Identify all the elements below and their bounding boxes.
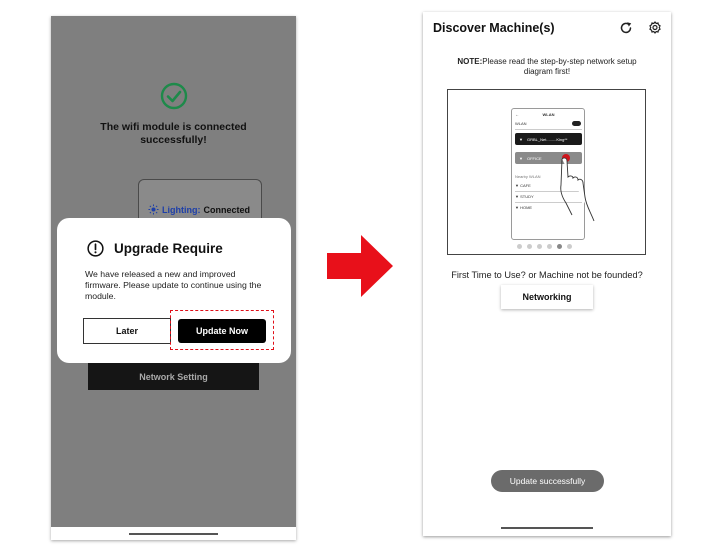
- diagram-wifi-icon: ▼: [519, 156, 523, 161]
- diagram-wlan-label: WLAN: [515, 121, 527, 126]
- carousel-dot[interactable]: [537, 244, 542, 249]
- setup-note: [453, 57, 641, 77]
- update-success-toast: Update successfully: [491, 470, 604, 492]
- arrow-right-icon: [327, 235, 393, 297]
- diagram-back-icon: ←: [515, 112, 519, 117]
- carousel-dot[interactable]: [527, 244, 532, 249]
- later-button[interactable]: Later: [83, 318, 171, 344]
- dialog-title: [87, 240, 223, 257]
- carousel-dot[interactable]: [567, 244, 572, 249]
- dialog-title-text: Upgrade Require: [114, 241, 223, 256]
- diagram-nearby-label: Nearby WLAN: [515, 174, 541, 179]
- right-phone-screen: [423, 12, 671, 536]
- left-phone-screen: [51, 16, 296, 540]
- update-now-button[interactable]: Update Now: [178, 319, 266, 343]
- alert-circle-icon: [87, 240, 104, 257]
- carousel-dot[interactable]: [517, 244, 522, 249]
- carousel-dot-active[interactable]: [557, 244, 562, 249]
- diagram-network-name: OFFICE: [527, 156, 542, 161]
- diagram-wifi-icon: ▼: [515, 183, 519, 188]
- upgrade-dialog: [57, 218, 291, 363]
- diagram-wifi-icon: ▼: [519, 137, 523, 142]
- status-lighting-row: [148, 204, 250, 215]
- diagram-wifi-icon: ▼: [515, 194, 519, 199]
- home-indicator[interactable]: [501, 527, 593, 529]
- check-circle-icon: [160, 82, 188, 110]
- diagram-network-connected: [515, 133, 582, 145]
- first-time-prompt: First Time to Use? or Machine not be founded?: [451, 270, 643, 280]
- setup-diagram: [447, 89, 646, 255]
- diagram-network-name: HOME: [520, 205, 533, 210]
- lighting-value: Connected: [203, 204, 250, 215]
- network-setting-button[interactable]: Network Setting: [88, 363, 259, 390]
- sun-icon: [148, 204, 159, 215]
- diagram-wifi-icon: ▼: [515, 205, 519, 210]
- dialog-message: We have released a new and improved firmware. Please update to continue using the module.: [85, 269, 262, 301]
- note-text: Please read the step-by-step network setup diagram first!: [482, 57, 637, 76]
- page-title: Discover Machine(s): [433, 21, 555, 35]
- lighting-label: Lighting:: [162, 204, 201, 215]
- diagram-network-name: STUDY: [520, 194, 534, 199]
- carousel-dot[interactable]: [547, 244, 552, 249]
- refresh-icon[interactable]: [619, 21, 633, 35]
- gear-icon[interactable]: [648, 21, 662, 35]
- home-indicator[interactable]: [129, 533, 218, 535]
- diagram-toggle: [572, 121, 581, 126]
- note-label: NOTE:: [457, 57, 483, 66]
- diagram-divider: [515, 129, 582, 130]
- diagram-network-name: GRBL_Net.........King**: [527, 137, 568, 142]
- diagram-network-name: CAFE: [520, 183, 531, 188]
- hand-pointer-icon: [556, 155, 596, 225]
- networking-button[interactable]: Networking: [501, 285, 593, 309]
- wifi-connected-message: The wifi module is connected successfully!: [100, 121, 247, 146]
- diagram-header: WLAN: [542, 112, 555, 117]
- diagram-phone: [511, 108, 585, 240]
